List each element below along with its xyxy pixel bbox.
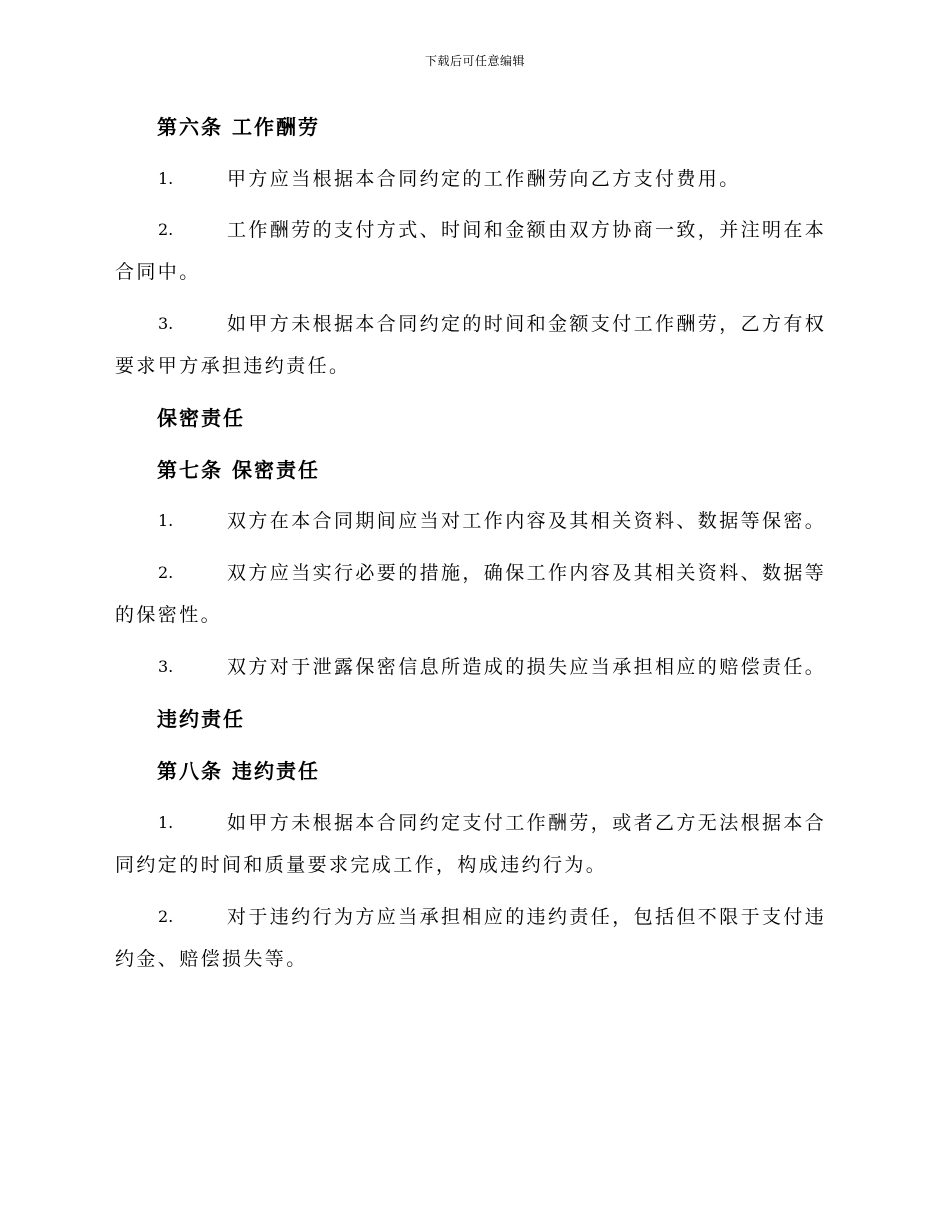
item-text: 双方应当实行必要的措施，确保工作内容及其相关资料、数据等的保密性。 bbox=[115, 562, 827, 626]
item-text: 双方在本合同期间应当对工作内容及其相关资料、数据等保密。 bbox=[227, 510, 827, 532]
article-7-heading: 第七条 保密责任 bbox=[157, 458, 320, 482]
article-6-item-1 bbox=[115, 158, 831, 200]
article-8-item-1 bbox=[115, 802, 831, 886]
item-number: 1. bbox=[158, 169, 174, 188]
article-8-item-2 bbox=[115, 896, 831, 980]
article-6-heading: 第六条 工作酬劳 bbox=[157, 115, 320, 139]
item-number: 2. bbox=[158, 563, 174, 582]
item-text: 工作酬劳的支付方式、时间和金额由双方协商一致，并注明在本合同中。 bbox=[115, 219, 827, 283]
item-number: 3. bbox=[158, 314, 174, 333]
item-text: 对于违约行为方应当承担相应的违约责任，包括但不限于支付违约金、赔偿损失等。 bbox=[115, 906, 827, 970]
article-7-item-1 bbox=[115, 500, 831, 542]
article-6-item-3 bbox=[115, 303, 831, 387]
article-7-item-3 bbox=[115, 646, 831, 688]
confidentiality-section-title: 保密责任 bbox=[157, 406, 245, 430]
article-7-item-2 bbox=[115, 552, 831, 636]
item-text: 双方对于泄露保密信息所造成的损失应当承担相应的赔偿责任。 bbox=[227, 656, 827, 678]
page-header: 下载后可任意编辑 bbox=[424, 54, 525, 68]
breach-section-title: 违约责任 bbox=[157, 707, 245, 731]
article-8-heading: 第八条 违约责任 bbox=[157, 759, 320, 783]
item-number: 2. bbox=[158, 220, 174, 239]
item-text: 如甲方未根据本合同约定的时间和金额支付工作酬劳，乙方有权要求甲方承担违约责任。 bbox=[115, 313, 827, 377]
item-number: 2. bbox=[158, 907, 174, 926]
article-6-item-2 bbox=[115, 209, 831, 293]
item-number: 1. bbox=[158, 813, 174, 832]
item-text: 甲方应当根据本合同约定的工作酬劳向乙方支付费用。 bbox=[227, 168, 741, 190]
item-number: 1. bbox=[158, 511, 174, 530]
item-number: 3. bbox=[158, 657, 174, 676]
item-text: 如甲方未根据本合同约定支付工作酬劳，或者乙方无法根据本合同约定的时间和质量要求完成工作，构成违约行为。 bbox=[115, 812, 827, 876]
